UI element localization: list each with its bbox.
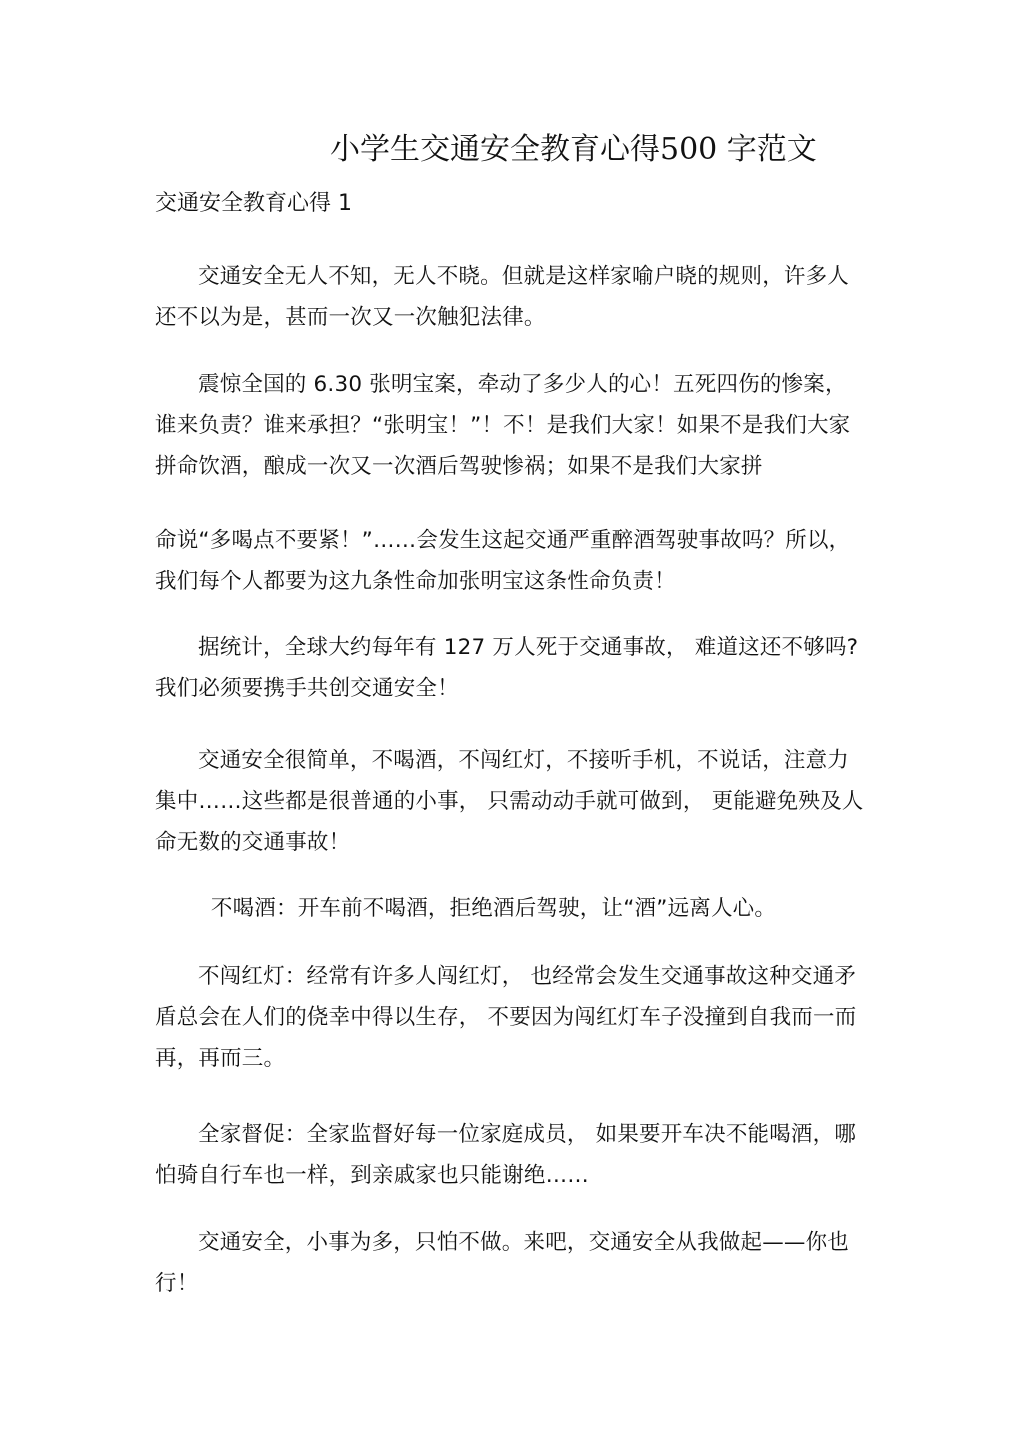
paragraph-9: 交通安全，小事为多，只怕不做。来吧，交通安全从我做起——你也行！ — [155, 1230, 850, 1296]
document-title: 小学生交通安全教育心得500 字范文 — [330, 132, 817, 167]
paragraph-7: 不闯红灯：经常有许多人闯红灯， 也经常会发生交通事故这种交通矛盾总会在人们的侥幸中得以生存， 不要因为闯红灯车子没撞到自我而一而再，再而三。 — [155, 964, 857, 1071]
paragraph-6: 不喝酒：开车前不喝酒，拒绝酒后驾驶，让“酒”远离人心。 — [210, 896, 777, 921]
paragraph-8: 全家督促：全家监督好每一位家庭成员， 如果要开车决不能喝酒，哪怕骑自行车也一样，到亲戚家也只能谢绝…… — [155, 1122, 857, 1188]
paragraph-1: 交通安全无人不知，无人不晓。但就是这样家喻户晓的规则，许多人还不以为是，甚而一次又一次触犯法律。 — [155, 264, 850, 330]
section-heading: 交通安全教育心得 1 — [155, 191, 352, 216]
paragraph-2: 震惊全国的 6.30 张明宝案，牵动了多少人的心！五死四伤的惨案，谁来负责？谁来承担？“张明宝！”！不！是我们大家！如果不是我们大家拼命饮酒，酿成一次又一次酒后驾驶惨祸；如果不是我们大家拼 — [155, 372, 851, 479]
paragraph-5: 交通安全很简单，不喝酒，不闯红灯，不接听手机，不说话，注意力集中……这些都是很普通的小事， 只需动动手就可做到， 更能避免殃及人命无数的交通事故！ — [155, 748, 864, 855]
paragraph-3: 命说“多喝点不要紧！”……会发生这起交通严重醉酒驾驶事故吗？所以，我们每个人都要为这九条性命加张明宝这条性命负责！ — [155, 528, 851, 594]
paragraph-4: 据统计，全球大约每年有 127 万人死于交通事故， 难道这还不够吗?我们必须要携手共创交通安全！ — [155, 635, 859, 701]
